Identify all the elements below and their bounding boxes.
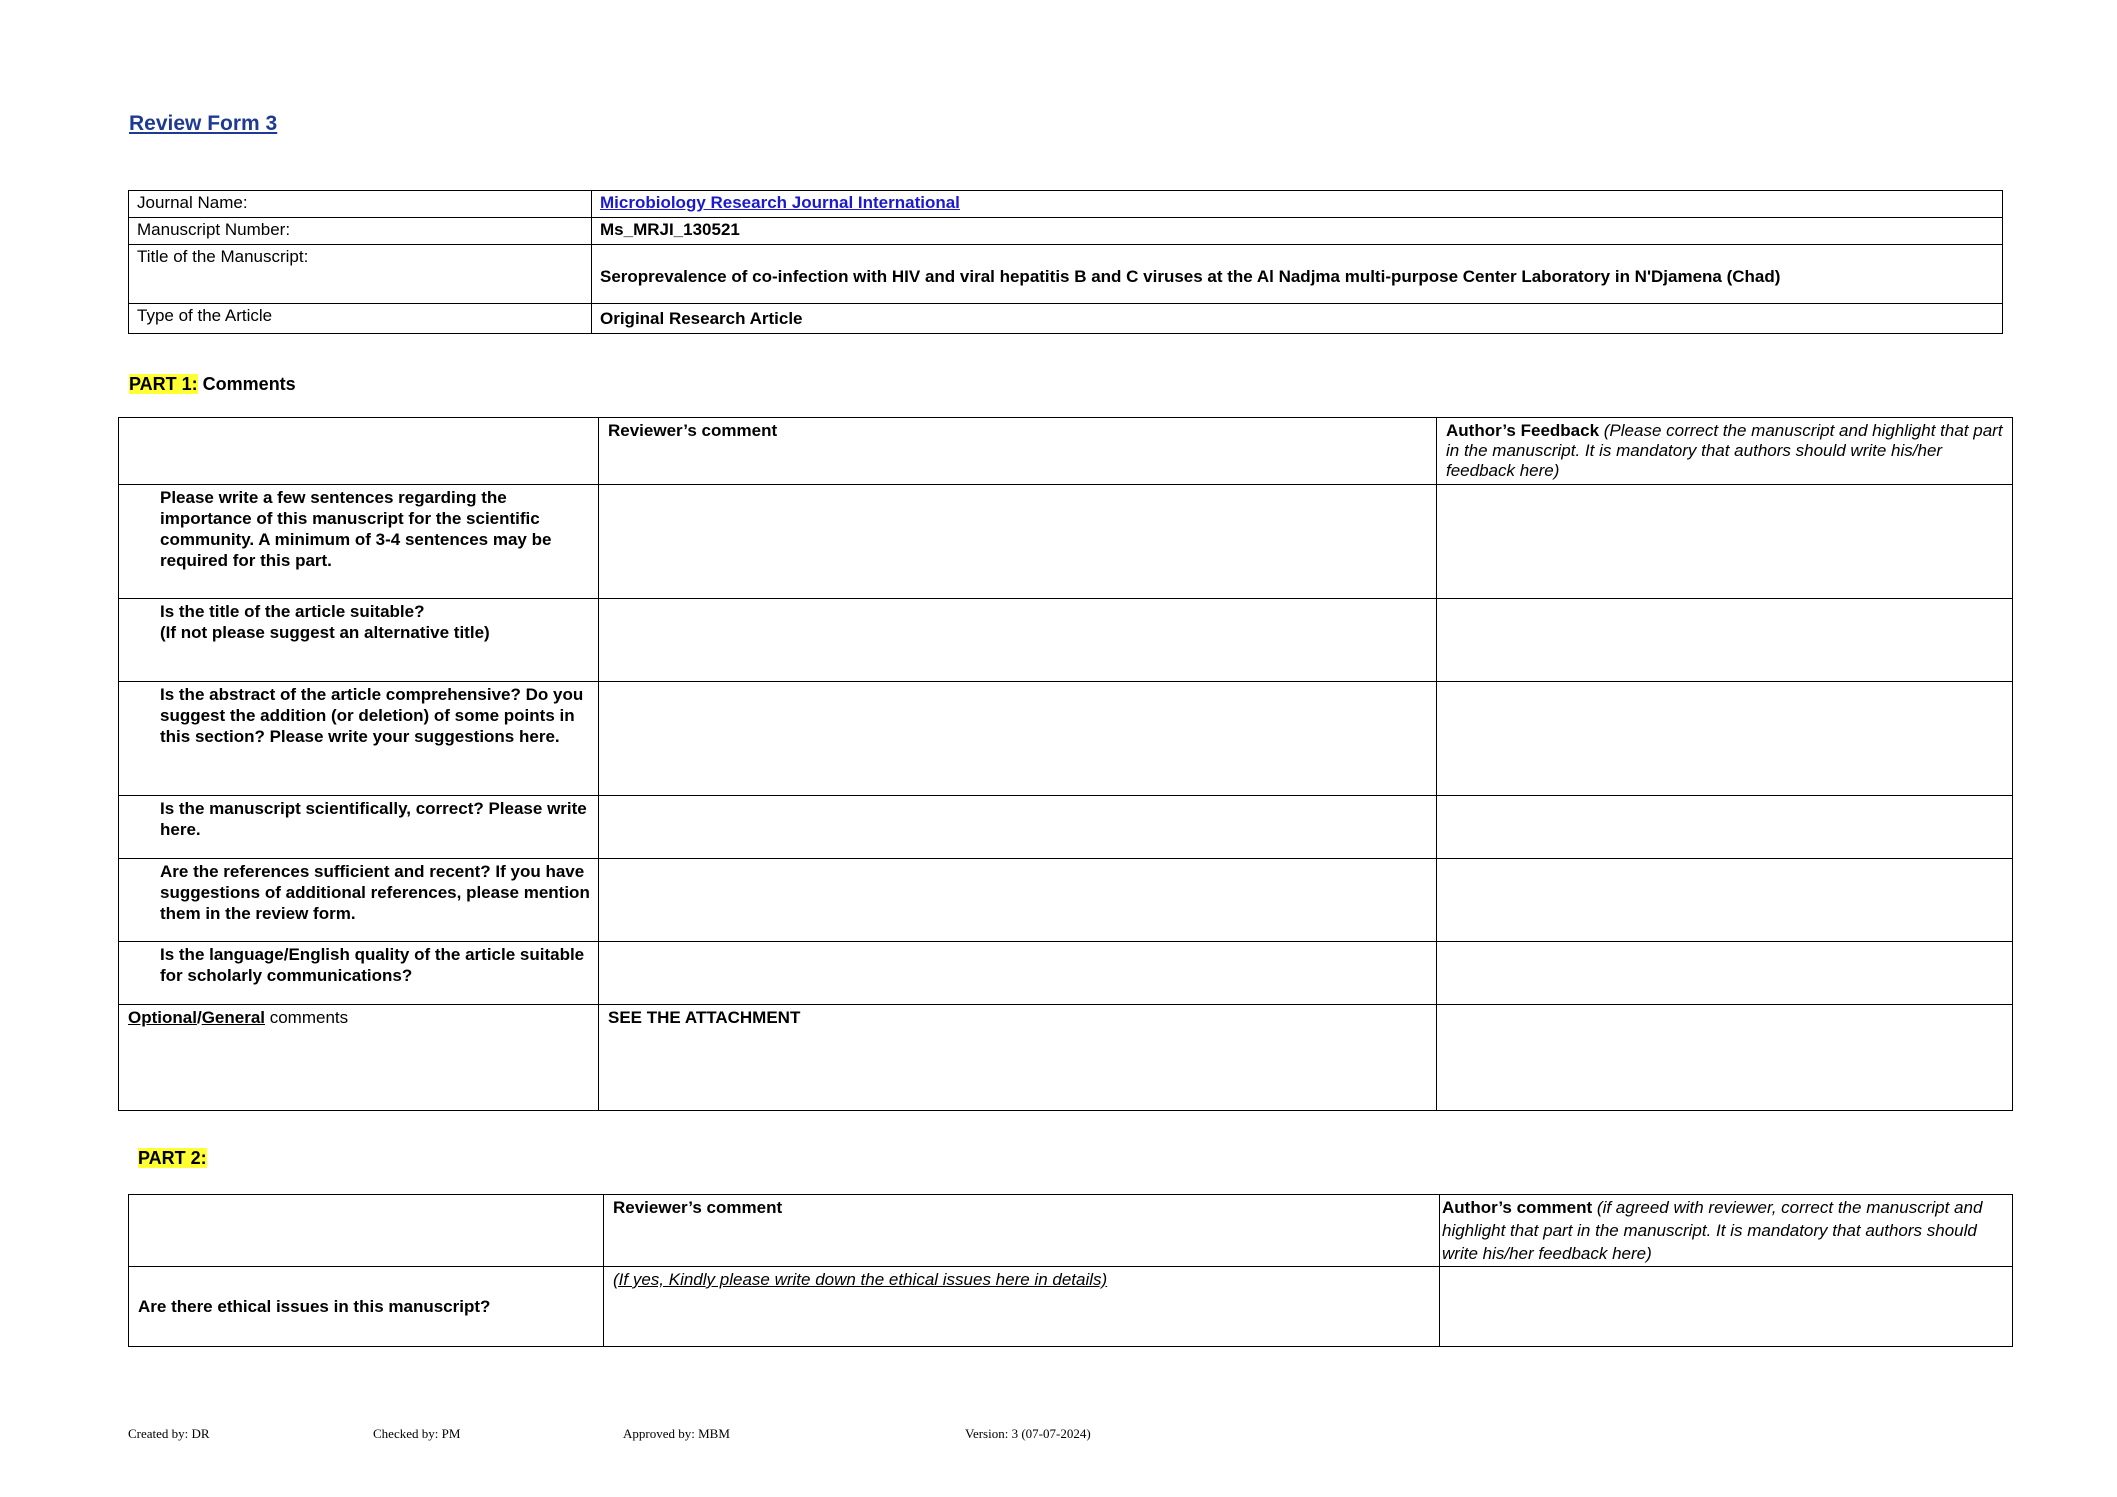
part2-author-header-bold: Author’s comment bbox=[1442, 1198, 1593, 1217]
article-type-label: Type of the Article bbox=[129, 304, 592, 334]
part1-label: PART 1: bbox=[129, 374, 198, 394]
question-language: Is the language/English quality of the article suitable for scholarly communications? bbox=[119, 942, 599, 1005]
part1-label-suffix: Comments bbox=[197, 374, 296, 394]
author-feedback-references[interactable] bbox=[1437, 859, 2013, 942]
manuscript-number-value: Ms_MRJI_130521 bbox=[592, 218, 2003, 245]
journal-name-label: Journal Name: bbox=[129, 191, 592, 218]
reviewer-comment-ethical[interactable]: (If yes, Kindly please write down the ethical issues here in details) bbox=[604, 1267, 1440, 1347]
footer-created-by: Created by: DR bbox=[128, 1426, 210, 1441]
author-feedback-scientific[interactable] bbox=[1437, 796, 2013, 859]
part1-header-blank bbox=[119, 418, 599, 485]
journal-name-value bbox=[592, 191, 2003, 218]
optional-label-suffix: comments bbox=[265, 1008, 349, 1027]
part2-reviewer-header: Reviewer’s comment bbox=[604, 1195, 1440, 1267]
part1-author-header-bold: Author’s Feedback bbox=[1446, 421, 1600, 440]
optional-label-b: General bbox=[201, 1008, 265, 1027]
author-feedback-importance[interactable] bbox=[1437, 485, 2013, 599]
part2-header-blank bbox=[129, 1195, 604, 1267]
part1-author-header-note: (Please correct the manuscript and highlight that part in the manuscript. It is mandatory that authors should write his/her feedback here) bbox=[1446, 421, 2003, 480]
article-type-value: Original Research Article bbox=[592, 304, 2003, 334]
question-importance: Please write a few sentences regarding the importance of this manuscript for the scientific community. A minimum of 3-4 sentences may be required for this part. bbox=[119, 485, 599, 599]
optional-comments-label bbox=[119, 1005, 599, 1111]
footer-approved-by: Approved by: MBM bbox=[623, 1426, 730, 1441]
reviewer-comment-references[interactable] bbox=[599, 859, 1437, 942]
reviewer-comment-importance[interactable] bbox=[599, 485, 1437, 599]
part2-author-header-note: (if agreed with reviewer, correct the manuscript and highlight that part in the manuscript. It is mandatory that authors should write his/her feedback here) bbox=[1442, 1198, 1983, 1263]
author-feedback-title[interactable] bbox=[1437, 599, 2013, 682]
author-feedback-abstract[interactable] bbox=[1437, 682, 2013, 796]
part2-review-table bbox=[128, 1194, 2013, 1347]
manuscript-number-label: Manuscript Number: bbox=[129, 218, 592, 245]
part2-label: PART 2: bbox=[138, 1148, 207, 1168]
form-title: Review Form 3 bbox=[129, 112, 278, 135]
question-references: Are the references sufficient and recent? If you have suggestions of additional references, please mention them in the review form. bbox=[119, 859, 599, 942]
reviewer-comment-abstract[interactable] bbox=[599, 682, 1437, 796]
optional-label-a: Optional bbox=[128, 1008, 197, 1027]
part2-author-header bbox=[1440, 1195, 2013, 1267]
author-feedback-language[interactable] bbox=[1437, 942, 2013, 1005]
manuscript-title-label: Title of the Manuscript: bbox=[129, 245, 592, 304]
part1-reviewer-header: Reviewer’s comment bbox=[599, 418, 1437, 485]
reviewer-comment-title[interactable] bbox=[599, 599, 1437, 682]
question-ethical: Are there ethical issues in this manuscript? bbox=[129, 1267, 604, 1347]
question-title: Is the title of the article suitable? (If not please suggest an alternative title) bbox=[119, 599, 599, 682]
optional-reviewer-comment[interactable]: SEE THE ATTACHMENT bbox=[599, 1005, 1437, 1111]
optional-author-feedback[interactable] bbox=[1437, 1005, 2013, 1111]
part1-author-header bbox=[1437, 418, 2013, 485]
question-abstract: Is the abstract of the article comprehensive? Do you suggest the addition (or deletion) of some points in this section? Please write your suggestions here. bbox=[119, 682, 599, 796]
author-comment-ethical[interactable] bbox=[1440, 1267, 2013, 1347]
manuscript-info-table bbox=[128, 190, 2003, 334]
footer-checked-by: Checked by: PM bbox=[373, 1426, 461, 1441]
part1-heading bbox=[129, 374, 296, 395]
journal-name-link[interactable]: Microbiology Research Journal International bbox=[600, 193, 960, 212]
part2-heading bbox=[138, 1148, 207, 1169]
footer-version: Version: 3 (07-07-2024) bbox=[965, 1426, 1091, 1441]
reviewer-comment-scientific[interactable] bbox=[599, 796, 1437, 859]
reviewer-comment-language[interactable] bbox=[599, 942, 1437, 1005]
question-scientific: Is the manuscript scientifically, correct? Please write here. bbox=[119, 796, 599, 859]
optional-label-sep: / bbox=[196, 1008, 202, 1027]
manuscript-title-value: Seroprevalence of co-infection with HIV and viral hepatitis B and C viruses at the Al Nadjma multi-purpose Center Laboratory in N'Djamena (Chad) bbox=[592, 245, 2003, 304]
part1-review-table bbox=[118, 417, 2013, 1111]
